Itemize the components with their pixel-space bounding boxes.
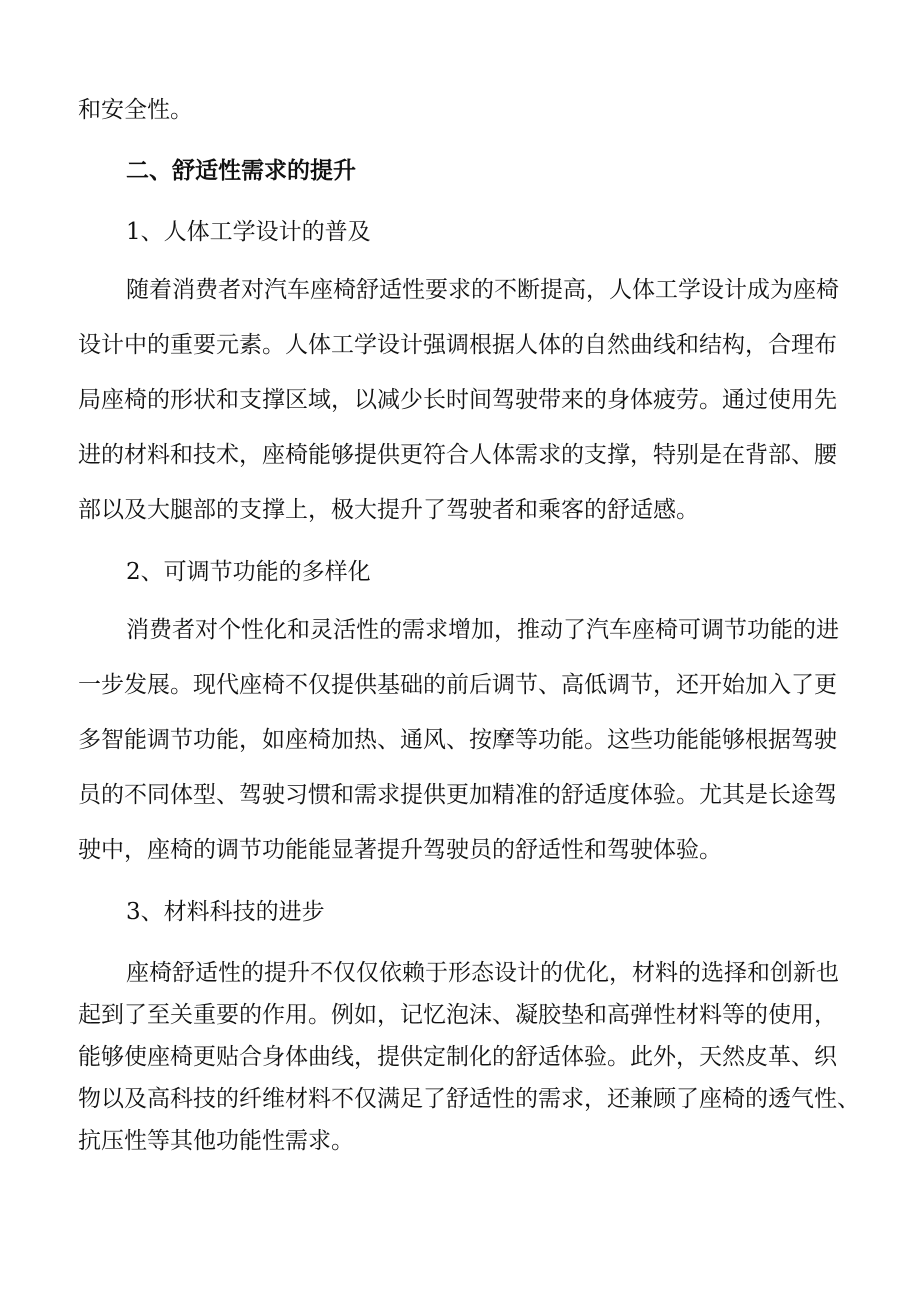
paragraph-line: 设计中的重要元素。人体工学设计强调根据人体的自然曲线和结构，合理布 xyxy=(78,332,837,358)
section-title: 二、舒适性需求的提升 xyxy=(126,157,356,184)
paragraph-line: 部以及大腿部的支撑上，极大提升了驾驶者和乘客的舒适感。 xyxy=(78,497,699,523)
subsection-3 xyxy=(78,898,860,1162)
paragraph xyxy=(78,263,840,538)
paragraph-line: 物以及高科技的纤维材料不仅满足了舒适性的需求，还兼顾了座椅的透气性、 xyxy=(78,1086,860,1112)
subsection-2 xyxy=(78,558,840,878)
subsection-heading: 1、人体工学设计的普及 xyxy=(126,219,371,245)
document-page xyxy=(78,96,860,1162)
paragraph xyxy=(78,952,860,1162)
paragraph xyxy=(78,603,840,878)
paragraph-line: 起到了至关重要的作用。例如，记忆泡沫、凝胶垫和高弹性材料等的使用， xyxy=(78,1002,837,1028)
paragraph-line: 座椅舒适性的提升不仅仅依赖于形态设计的优化，材料的选择和创新也 xyxy=(126,960,839,986)
paragraph-line: 能够使座椅更贴合身体曲线，提供定制化的舒适体验。此外，天然皮革、织 xyxy=(78,1044,837,1070)
subsection-heading: 2、可调节功能的多样化 xyxy=(126,559,371,585)
paragraph-line: 进的材料和技术，座椅能够提供更符合人体需求的支撑，特别是在背部、腰 xyxy=(78,442,837,468)
paragraph-line: 抗压性等其他功能性需求。 xyxy=(78,1128,354,1154)
paragraph-line: 局座椅的形状和支撑区域，以减少长时间驾驶带来的身体疲劳。通过使用先 xyxy=(78,387,837,413)
paragraph-line: 一步发展。现代座椅不仅提供基础的前后调节、高低调节，还开始加入了更 xyxy=(78,672,837,698)
intro-tail-text: 和安全性。 xyxy=(78,97,193,123)
paragraph-line: 员的不同体型、驾驶习惯和需求提供更加精准的舒适度体验。尤其是长途驾 xyxy=(78,782,837,808)
paragraph-line: 随着消费者对汽车座椅舒适性要求的不断提高，人体工学设计成为座椅 xyxy=(126,277,839,303)
paragraph-line: 消费者对个性化和灵活性的需求增加，推动了汽车座椅可调节功能的进 xyxy=(126,617,839,643)
paragraph-line: 驶中，座椅的调节功能能显著提升驾驶员的舒适性和驾驶体验。 xyxy=(78,837,722,863)
subsection-heading: 3、材料科技的进步 xyxy=(126,899,325,925)
paragraph-line: 多智能调节功能，如座椅加热、通风、按摩等功能。这些功能能够根据驾驶 xyxy=(78,727,837,753)
subsection-1 xyxy=(78,218,840,538)
